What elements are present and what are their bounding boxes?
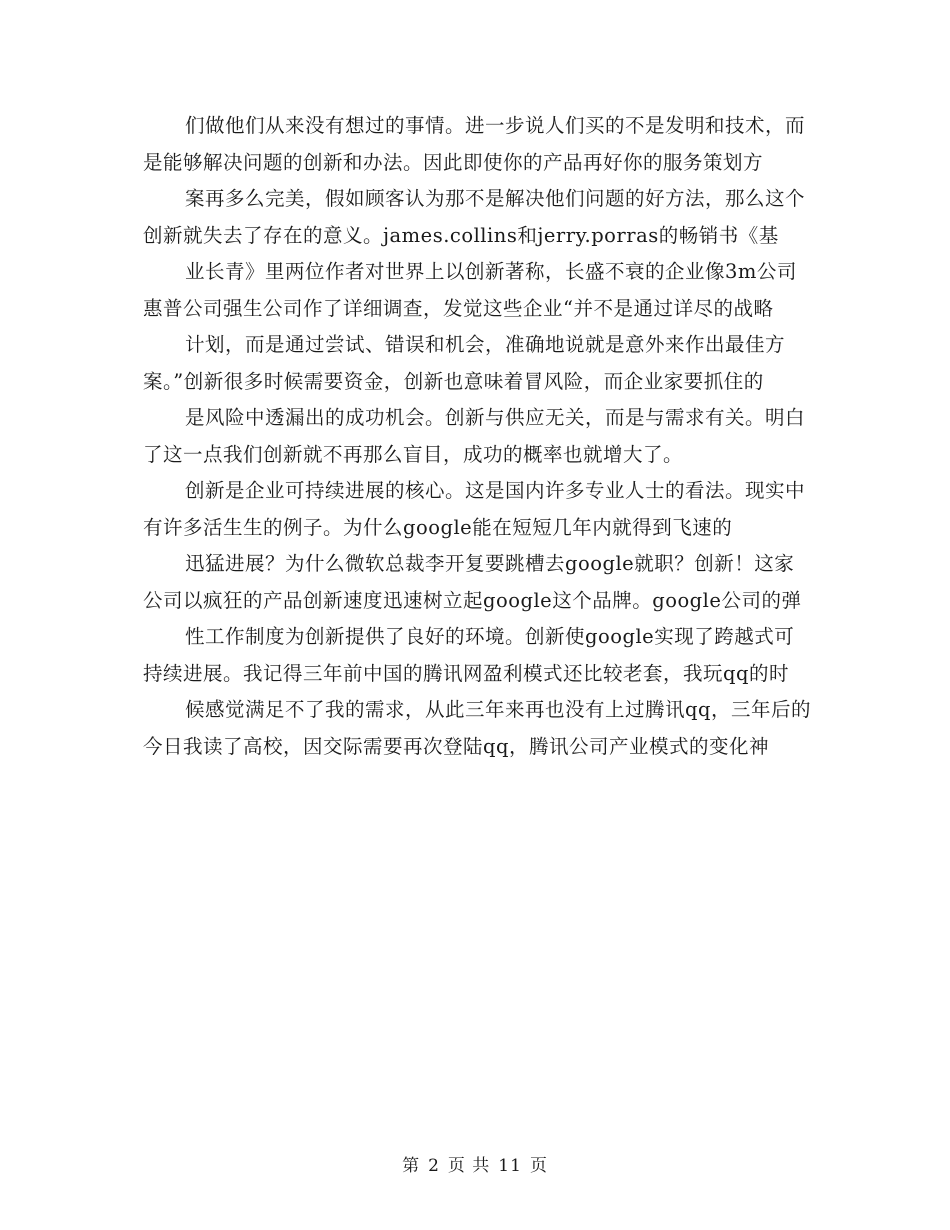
paragraph: 性工作制度为创新提供了良好的环境。创新使google实现了跨越式可持续进展。我记得三年前中国的腾讯网盈利模式还比较老套，我玩qq的时 [143,625,795,685]
footer-suffix: 页 [529,1156,548,1176]
paragraph: 候感觉满足不了我的需求，从此三年来再也没有上过腾讯qq，三年后的今日我读了高校，因交际需要再次登陆qq，腾讯公司产业模式的变化神 [143,698,811,758]
total-pages: 11 [498,1156,522,1176]
paragraph: 计划，而是通过尝试、错误和机会，准确地说就是意外来作出最佳方案。”创新很多时候需要资金，创新也意味着冒风险，而企业家要抓住的 [143,333,786,393]
paragraph: 是风险中透漏出的成功机会。创新与供应无关，而是与需求有关。明白了这一点我们创新就不再那么盲目，成功的概率也就增大了。 [143,406,806,466]
footer-middle: 页 共 [447,1156,491,1176]
paragraph: 案再多么完美，假如顾客认为那不是解决他们问题的好方法，那么这个创新就失去了存在的意义。james.collins和jerry.porras的畅销书《基 [143,187,806,247]
footer-prefix: 第 [402,1156,421,1176]
paragraph: 们做他们从来没有想过的事情。进一步说人们买的不是发明和技术，而是能够解决问题的创新和办法。因此即使你的产品再好你的服务策划方 [143,114,806,174]
paragraph: 迅猛进展？为什么微软总裁李开复要跳槽去google就职？创新！这家公司以疯狂的产品创新速度迅速树立起google这个品牌。google公司的弹 [143,552,802,612]
paragraph: 创新是企业可持续进展的核心。这是国内许多专业人士的看法。现实中有许多活生生的例子。为什么google能在短短几年内就得到飞速的 [143,479,806,539]
paragraph: 业长青》里两位作者对世界上以创新著称，长盛不衰的企业像3m公司惠普公司强生公司作了详细调查，发觉这些企业“并不是通过详尽的战略 [143,260,797,320]
page-number: 2 [428,1156,440,1176]
page-footer [0,1151,950,1176]
document-body [143,108,813,765]
